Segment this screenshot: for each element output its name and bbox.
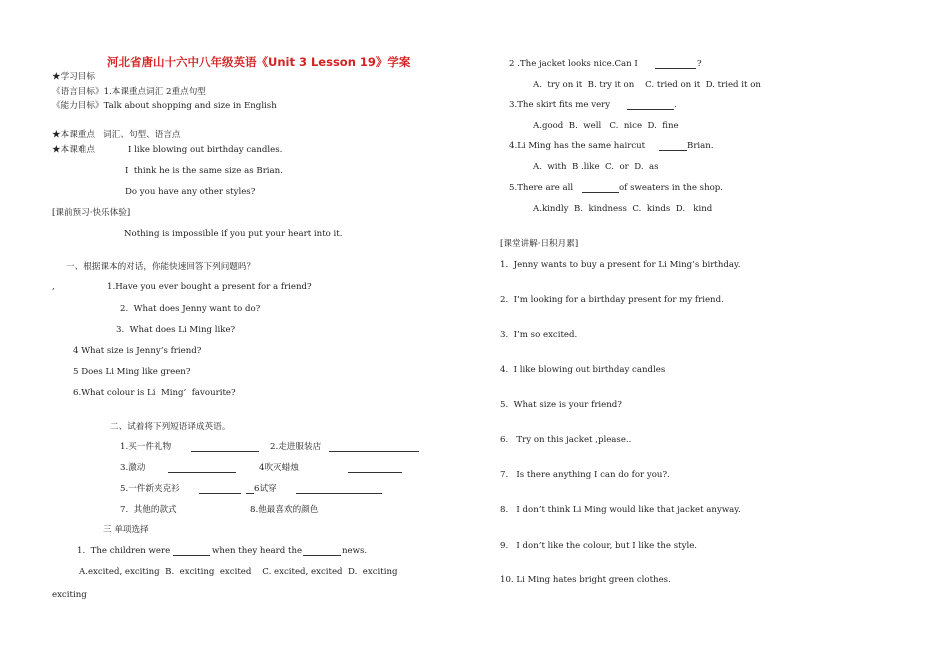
phrase-3: 3.激动 <box>120 463 146 473</box>
mc4-blank[interactable] <box>659 142 687 151</box>
phrase-8: 8.他最喜欢的颜色 <box>250 505 319 515</box>
question-6: 6.What colour is Li Ming’ favourite? <box>73 388 236 398</box>
question-2: 2. What does Jenny want to do? <box>120 304 261 314</box>
sentence-1: 1. Jenny wants to buy a present for Li Ming’s birthday. <box>500 260 741 270</box>
mc5-question: 5.There are all <box>509 183 574 193</box>
phrase-2-blank[interactable] <box>329 443 419 452</box>
mc5-blank[interactable] <box>582 184 619 193</box>
mc2-question: 2 .The jacket looks nice.Can I <box>509 59 638 69</box>
mc3-question: 3.The skirt fits me very <box>509 100 611 110</box>
mc5-options: A.kindly B. kindness C. kinds D. kind <box>533 204 713 214</box>
phrase-6: 6试穿 <box>254 484 277 494</box>
phrase-2: 2.走进服装店 <box>270 442 322 452</box>
sentence-5: 5. What size is your friend? <box>500 400 622 410</box>
difficult-point-1: I like blowing out birthday candles. <box>128 145 283 155</box>
question-5: 5 Does Li Ming like green? <box>73 367 191 377</box>
sentence-3: 3. I’m so excited. <box>500 330 578 340</box>
preview-heading: [课前预习·快乐体验] <box>52 208 131 218</box>
section2-heading: 二、试着将下列短语译成英语。 <box>110 422 231 432</box>
difficult-point-3: Do you have any other styles? <box>125 187 256 197</box>
mc5-end: of sweaters in the shop. <box>619 183 724 193</box>
mc1-options: A.excited, exciting B. exciting excited C. excited, excited D. exciting <box>79 567 398 577</box>
mc1-text-a: 1. The children were <box>77 546 171 556</box>
mc2-end: ? <box>697 59 702 69</box>
language-goal: 《语言目标》1.本课重点词汇 2重点句型 <box>52 87 206 97</box>
phrase-4-blank[interactable] <box>348 464 402 473</box>
sentence-2: 2. I’m looking for a birthday present for my friend. <box>500 295 724 305</box>
question-3: 3. What does Li Ming like? <box>116 325 236 335</box>
difficult-points-label: ★本课难点 <box>52 145 95 155</box>
mc4-options: A. with B .like C. or D. as <box>533 162 659 172</box>
page-title: 河北省唐山十六中八年级英语《Unit 3 Lesson 19》学案 <box>107 55 411 69</box>
mc3-options: A.good B. well C. nice D. fine <box>533 121 679 131</box>
sentence-9: 9. I don’t like the colour, but I like the style. <box>500 541 698 551</box>
difficult-point-2: I think he is the same size as Brian. <box>125 166 283 176</box>
motto: Nothing is impossible if you put your heart into it. <box>124 229 343 239</box>
sentence-4: 4. I like blowing out birthday candles <box>500 365 666 375</box>
phrase-6-blank[interactable] <box>296 485 382 494</box>
phrase-7: 7. 其他的款式 <box>120 505 177 515</box>
classroom-heading: [课堂讲解·日积月累] <box>500 239 579 249</box>
question-1: 1.Have you ever bought a present for a friend? <box>107 282 312 292</box>
question-4: 4 What size is Jenny’s friend? <box>73 346 202 356</box>
mc1-blank-1[interactable] <box>173 547 210 556</box>
mc2-blank[interactable] <box>655 60 696 69</box>
sentence-10: 10. Li Ming hates bright green clothes. <box>500 575 671 585</box>
mc1-blank-2[interactable] <box>303 547 341 556</box>
mc2-options: A. try on it B. try it on C. tried on it D. tried it on <box>533 80 761 90</box>
mc1-options-wrap: exciting <box>52 590 87 600</box>
phrase-6-pre-blank[interactable] <box>246 485 254 494</box>
section3-heading: 三 单项选择 <box>103 525 149 535</box>
phrase-4: 4吹灭蜡烛 <box>259 463 299 473</box>
ability-goal: 《能力目标》Talk about shopping and size in English <box>52 101 277 111</box>
sentence-7: 7. Is there anything I can do for you?. <box>500 470 670 480</box>
mc1-text-b: when they heard the <box>212 546 303 556</box>
phrase-5-blank[interactable] <box>199 485 241 494</box>
sentence-6: 6. Try on this jacket ,please.. <box>500 435 632 445</box>
study-goals-heading: ★学习目标 <box>52 72 95 82</box>
phrase-5: 5.一件新夹克衫 <box>120 484 180 494</box>
phrase-1-blank[interactable] <box>191 443 259 452</box>
mc1-text-c: news. <box>342 546 368 556</box>
section1-heading: 一、根据课本的对话，你能快速回答下列问题吗？ <box>66 262 256 272</box>
mc4-question: 4.Li Ming has the same haircut <box>509 141 646 151</box>
mc4-end: Brian. <box>687 141 714 151</box>
mc3-end: . <box>674 100 677 110</box>
mc3-blank[interactable] <box>627 101 674 110</box>
phrase-1: 1.买一件礼物 <box>120 442 172 452</box>
phrase-3-blank[interactable] <box>168 464 236 473</box>
section1-mark: , <box>52 282 55 292</box>
key-points: ★本课重点 词汇、句型、语言点 <box>52 130 181 140</box>
sentence-8: 8. I don’t think Li Ming would like that jacket anyway. <box>500 505 741 515</box>
